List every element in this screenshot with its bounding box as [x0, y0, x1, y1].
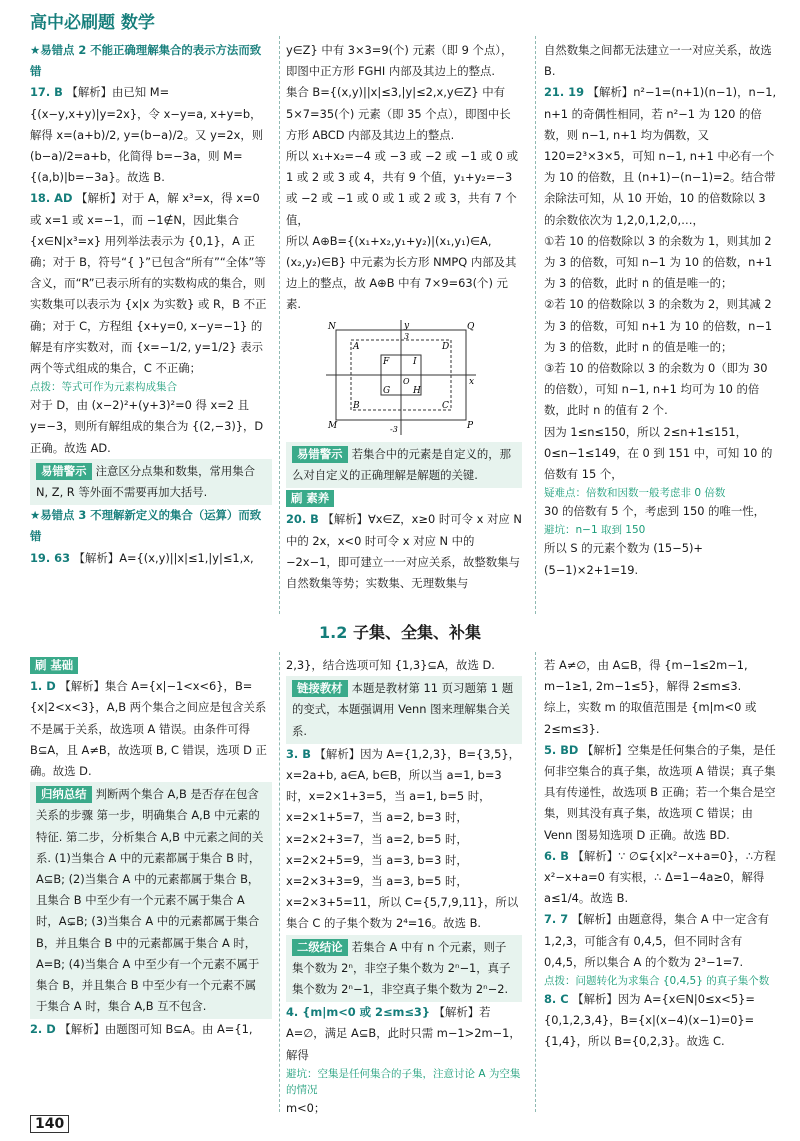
- question-number: 8. C: [544, 992, 569, 1007]
- answer-text: 【解析】集合 A={x|−1<x<6}，B={x|2<x<3}，A,B 两个集合之间应是包含关系不是属于关系，故选项 A 错误。由条件可得 B⊆A，且 A≠B，故选项 B, C 错误，选项 D 正确。故选 D.: [30, 679, 267, 779]
- tick-y-3: 3: [404, 331, 410, 341]
- annotation-tip: 点拨：等式可作为元素构成集合: [30, 381, 177, 394]
- section-bar-label: 刷 素养: [286, 490, 334, 507]
- label-o: O: [403, 376, 410, 386]
- answer-text: 【解析】由题图可知 B⊆A。由 A={1,: [59, 1022, 253, 1037]
- question-number: 7. 7: [544, 912, 569, 927]
- column-f: [544, 655, 780, 1053]
- question-number: 3. B: [286, 746, 311, 761]
- note-label: 易错警示: [36, 463, 92, 480]
- label-h: H: [413, 385, 421, 396]
- column-c: [544, 40, 780, 581]
- answer-text: 【解析】因为 A={1,2,3}，B={3,5}，x=2a+b, a∈A, b∈B，所以当 a=1, b=3 时，x=2×1+3=5，当 a=1, b=5 时，x=2×1+5=7，当 a=2, b=3 时，x=2×2+3=7，当 a=2, b=5 时，x=2×2+5=9，当 a=3, b=3 时，x=2×3+3=9，当 a=3, b=5 时，x=2×3+5=11，所以 C={5,7,9,11}，所以集合 C 的子集个数为 2⁴=16。故选 B.: [286, 746, 521, 931]
- section-bar-label: 刷 基础: [30, 657, 78, 674]
- question-number: 19. 63: [30, 550, 70, 565]
- label-c: C: [442, 400, 449, 411]
- paragraph: 对于 D，由 (x−2)²+(y+3)²=0 得 x=2 且 y=−3，则所有解组成的集合为 {(2,−3)}，D 正确。故选 AD.: [30, 398, 264, 455]
- question-answer: [30, 676, 272, 782]
- paragraph: m<0；: [286, 1100, 326, 1115]
- page-number: 140: [30, 1115, 69, 1133]
- question-number: 17. B: [30, 85, 63, 100]
- label-g: G: [383, 385, 391, 396]
- annotation-tip: 疑难点：倍数和因数一般考虑非 0 倍数: [544, 487, 726, 500]
- question-answer: [544, 740, 780, 846]
- label-i: I: [413, 356, 417, 367]
- paragraph: 综上，实数 m 的取值范围是 {m|m<0 或 2≤m≤3}.: [544, 700, 757, 736]
- note-label: 归纳总结: [36, 786, 92, 803]
- paragraph: 2,3}，结合选项可知 {1,3}⊆A，故选 D.: [286, 658, 495, 672]
- section-heading: ★易错点 2 不能正确理解集合的表示方法而致错: [30, 43, 262, 79]
- column-b: [286, 40, 522, 594]
- answer-text: 【解析】因为 A={x∈N|0≤x<5}={0,1,2,3,4}，B={x|(x−4)(x−1)=0}={1,4}，所以 B={0,2,3}。故选 C.: [544, 992, 755, 1049]
- note-box: [30, 782, 272, 1019]
- question-number: 1. D: [30, 679, 56, 694]
- note-box: [286, 442, 522, 488]
- answer-text: 【解析】对于 A，解 x³=x，得 x=0 或 x=1 或 x=−1，而 −1∉N，因此集合 {x∈N|x³=x} 用列举法表示为 {0,1}，A 正确；对于 B，符号“{ }”已包含“所有”“全体”等含义，而“R”已表示所有的实数构成的集合，则实数集可以表示为 {x|x 为实数} 或 R，B 不正确；对于 C，方程组 {x+y=0, x−y=−1} 的解是有序实数对，而 {x=−1/2, y=1/2} 表示两个等式组成的集合，C 不正确；: [30, 191, 267, 376]
- question-answer: [286, 744, 522, 935]
- label-p: P: [467, 420, 474, 431]
- note-text: 注意区分点集和数集，常用集合 N, Z, R 等外面不需要再加大括号.: [36, 463, 256, 500]
- paragraph: 自然数集之间都无法建立一一对应关系，故选 B.: [544, 43, 772, 79]
- label-a: A: [353, 341, 360, 352]
- column-divider: [535, 652, 536, 1112]
- coordinate-figure: [326, 320, 476, 435]
- column-a: [30, 40, 272, 569]
- note-box: [286, 676, 522, 744]
- column-divider: [279, 36, 280, 614]
- paragraph: 若 A≠∅，由 A⊆B，得 {m−1≤2m−1, m−1≥1, 2m−1≤5}，解得 2≤m≤3.: [544, 658, 748, 694]
- note-box: [30, 459, 272, 505]
- note-label: 链接教材: [292, 680, 348, 697]
- question-number: 6. B: [544, 848, 569, 863]
- column-d: [30, 655, 272, 1041]
- answer-text: 【解析】由已知 M={(x−y,x+y)|y=2x}，令 x−y=a, x+y=b，解得 x=(a+b)/2, y=(b−a)/2。又 y=2x，则 (b−a)/2=a+b，化简得 b=−3a，则 M={(a,b)|b=−3a}。故选 B.: [30, 85, 264, 185]
- paragraph: ②若 10 的倍数除以 3 的余数为 2，则其减 2 为 3 的倍数，可知 n+1 为 10 的倍数，n−1 为 3 的倍数，此时 n 的值是唯一的；: [544, 297, 773, 354]
- question-answer: [544, 909, 780, 973]
- question-answer: [286, 1002, 522, 1066]
- paragraph: 所以 x₁+x₂=−4 或 −3 或 −2 或 −1 或 0 或 1 或 2 或 3 或 4，共有 9 个值，y₁+y₂=−3 或 −2 或 −1 或 0 或 1 或 2 或 3，共有 7 个值，: [286, 149, 519, 227]
- note-text: 判断两个集合 A,B 是否存在包含关系的步骤 第一步，明确集合 A,B 中元素的特征. 第二步，分析集合 A,B 中元素之间的关系. (1)当集合 A 中的元素都属于集合 B 时，A⊆B; (2)当集合 A 中的元素都属于集合 B，且集合 B 中至少有一个元素不属于集合 A 时，A⊊B; (3)当集合 A 中的元素都属于集合 B，并且集合 B 中的元素都属于集合 A 时，A=B; (4)当集合 A 中至少有一个元素不属于集合 B，并且集合 B 中至少有一个元素不属于集合 A 时，集合 A,B 互不包含.: [36, 787, 264, 1014]
- note-text: 若集合中的元素是自定义的，那么对自定义的正确理解是解题的关键.: [292, 446, 512, 483]
- answer-text: 【解析】若 A=∅，满足 A⊆B，此时只需 m−1>2m−1，解得: [286, 1005, 521, 1062]
- section-bar: [30, 655, 272, 676]
- question-number: 5. BD: [544, 742, 579, 757]
- note-label: 二级结论: [292, 939, 348, 956]
- question-answer: [30, 188, 272, 379]
- paragraph: 所以 S 的元素个数为 (15−5)+(5−1)×2+1=19.: [544, 541, 703, 577]
- answer-text: 【解析】空集是任何集合的子集，是任何非空集合的真子集，故选项 A 错误；真子集具有传递性，故选项 B 正确；若一个集合是空集，则其没有真子集，故选项 C 错误；由 Venn 图易知选项 D 正确。故选 BD.: [544, 742, 776, 842]
- question-number: 21. 19: [544, 85, 584, 100]
- answer-text: 【解析】A={(x,y)||x|≤1,|y|≤1,x,: [73, 550, 254, 565]
- question-number: 2. D: [30, 1022, 56, 1037]
- note-text: 本题是教材第 11 页习题第 1 题的变式，本题强调用 Venn 图来理解集合关系.: [292, 681, 514, 738]
- section-number: 1.2: [319, 623, 348, 642]
- answer-text: 【解析】n²−1=(n+1)(n−1)，n−1, n+1 的奇偶性相同，若 n²−1 为 120 的倍数，则 n−1, n+1 均为偶数，又 120=2³×3×5，可知 n−1, n+1 中必有一个为 10 的倍数，且 (n+1)−(n−1)=2。结合带余除法可知，从 10 开始，10 的倍数除以 3 的余数依次为 1,2,0,1,2,0,…，: [544, 85, 777, 227]
- section-name: 子集、全集、补集: [352, 623, 481, 642]
- question-answer: [286, 509, 522, 594]
- paragraph: 所以 A⊕B={(x₁+x₂,y₁+y₂)|(x₁,y₁)∈A,(x₂,y₂)∈B} 中元素为长方形 NMPQ 内部及其边上的整点，故 A⊕B 中有 7×9=63(个) 元素.: [286, 233, 517, 312]
- annotation-tip: 避坑：n−1 取到 150: [544, 524, 646, 537]
- annotation-tip: 点拨：问题转化为求集合 {0,4,5} 的真子集个数: [544, 975, 770, 988]
- answer-text: 【解析】由题意得，集合 A 中一定含有 1,2,3，可能含有 0,4,5，但不同时含有 0,4,5，所以集合 A 的个数为 2³−1=7.: [544, 912, 770, 969]
- question-answer: [544, 989, 780, 1053]
- label-d: D: [442, 341, 450, 352]
- question-number: 20. B: [286, 512, 319, 527]
- question-answer: [544, 846, 780, 910]
- running-header: 高中必刷题 数学: [30, 13, 155, 33]
- question-number: 4. {m|m<0 或 2≤m≤3}: [286, 1005, 430, 1020]
- label-y: y: [404, 320, 410, 331]
- label-n: N: [328, 321, 336, 332]
- note-label: 易错警示: [292, 446, 348, 463]
- tick-y-neg3: -3: [390, 424, 398, 434]
- label-f: F: [383, 356, 390, 367]
- paragraph: ③若 10 的倍数除以 3 的余数为 0（即为 30 的倍数），可知 n−1, n+1 均可为 10 的倍数，此时 n 的值有 2 个.: [544, 361, 768, 418]
- column-e: [286, 655, 522, 1119]
- answer-text: 【解析】∵ ∅⊊{x|x²−x+a=0}，∴方程 x²−x+a=0 有实根，∴ Δ=1−4a≥0，解得 a≤1/4。故选 B.: [544, 848, 776, 906]
- question-number: 18. AD: [30, 191, 73, 206]
- annotation-tip: 避坑：空集是任何集合的子集，注意讨论 A 为空集的情况: [286, 1067, 521, 1096]
- section-heading: ★易错点 3 不理解新定义的集合（运算）而致错: [30, 508, 262, 544]
- note-text: 若集合 A 中有 n 个元素，则子集个数为 2ⁿ，非空子集个数为 2ⁿ−1，真子集个数为 2ⁿ−1，非空真子集个数为 2ⁿ−2.: [292, 939, 511, 997]
- paragraph: 30 的倍数有 5 个，考虑到 150 的唯一性，: [544, 504, 766, 519]
- paragraph: 因为 1≤n≤150，所以 2≤n+1≤151，0≤n−1≤149，在 0 到 151 中，可知 10 的倍数有 15 个，: [544, 424, 773, 482]
- question-answer: [30, 1019, 272, 1040]
- label-x: x: [469, 376, 475, 387]
- question-answer: [544, 82, 780, 230]
- section-bar: [286, 488, 522, 509]
- label-m: M: [328, 420, 338, 431]
- section-title: [0, 620, 800, 643]
- label-b: B: [353, 400, 360, 411]
- column-divider: [535, 36, 536, 614]
- note-box: [286, 935, 522, 1003]
- grid-figure: [326, 320, 522, 442]
- label-q: Q: [467, 321, 475, 332]
- question-answer: [30, 82, 272, 188]
- paragraph: 集合 B={(x,y)||x|≤3,|y|≤2,x,y∈Z} 中有 5×7=35(个) 元素（即 35 个点），即图中长方形 ABCD 内部及其边上的整点.: [286, 85, 511, 142]
- column-divider: [279, 652, 280, 1112]
- answer-text: 【解析】∀x∈Z，x≥0 时可令 x 对应 N 中的 2x，x<0 时可令 x 对应 N 中的 −2x−1，即可建立一一对应关系，故整数集与自然数集等势；实数集、无理数集与: [286, 512, 522, 591]
- paragraph: ①若 10 的倍数除以 3 的余数为 1，则其加 2 为 3 的倍数，可知 n−1 为 10 的倍数，n+1 为 3 的倍数，此时 n 的值是唯一的；: [544, 233, 773, 291]
- paragraph: y∈Z} 中有 3×3=9(个) 元素（即 9 个点），即图中正方形 FGHI 内部及其边上的整点.: [286, 43, 513, 79]
- question-answer: [30, 548, 272, 569]
